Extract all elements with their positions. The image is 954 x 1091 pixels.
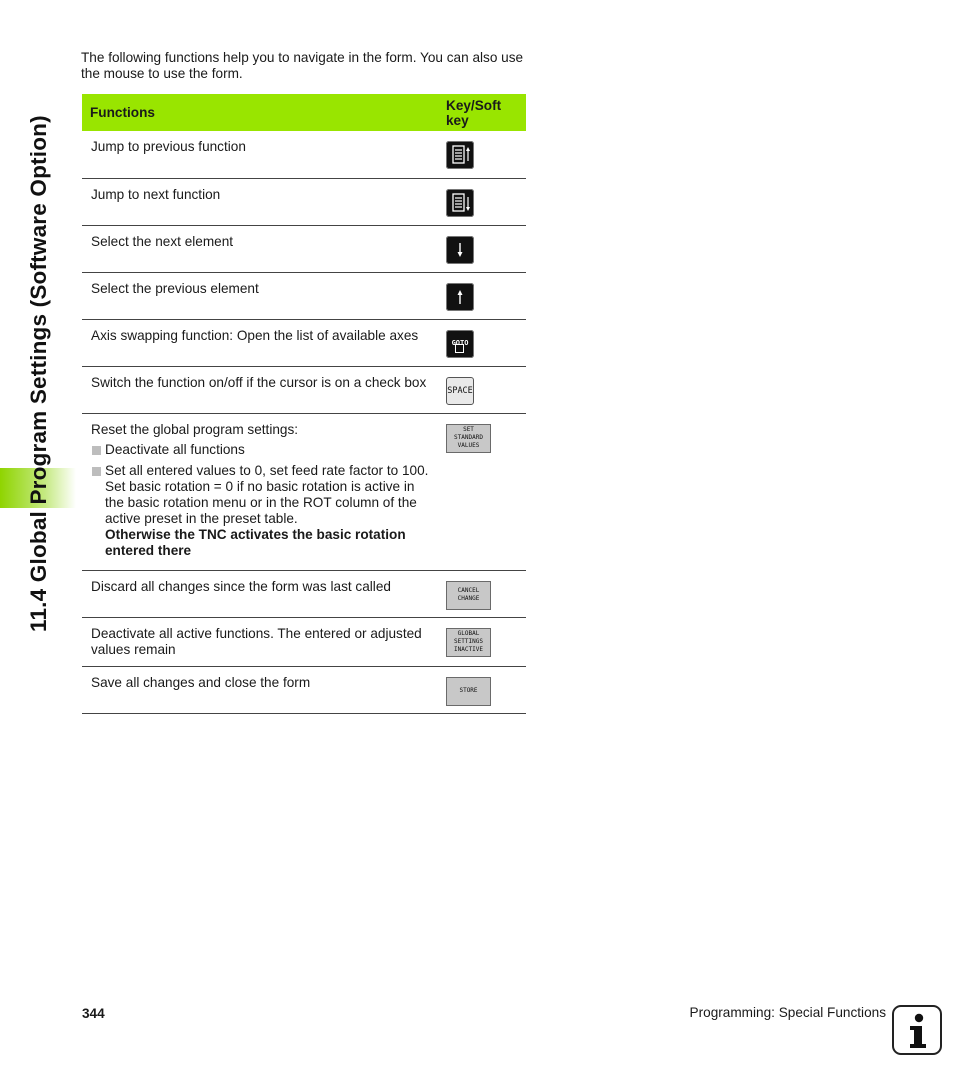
table-header [82, 94, 526, 131]
row-text: Select the previous element [82, 272, 439, 319]
row-text: Select the next element [82, 225, 439, 272]
goto-key[interactable] [446, 330, 474, 358]
table-row [82, 131, 526, 178]
list-item [91, 463, 431, 559]
bullet-text: Set all entered values to 0, set feed rate factor to 100. Set basic rotation = 0 if no basic rotation is active in the basic rotation menu or in the ROT column of the active preset in the preset table. [105, 462, 429, 526]
global-settings-inactive-softkey[interactable]: GLOBAL SETTINGS INACTIVE [446, 628, 491, 657]
goto-key-label: GOTO [451, 338, 469, 347]
row-text: Save all changes and close the form [82, 666, 439, 713]
table-row [82, 413, 526, 570]
table-row [82, 319, 526, 366]
bullet-bold-text: Otherwise the TNC activates the basic rotation entered there [105, 526, 406, 558]
row-text: Switch the function on/off if the cursor is on a check box [82, 366, 439, 413]
row-text: Jump to next function [82, 178, 439, 225]
table-row [82, 570, 526, 617]
space-key[interactable]: SPACE [446, 377, 474, 405]
info-icon [892, 1005, 942, 1055]
row-text: Deactivate all active functions. The entered or adjusted values remain [82, 617, 439, 666]
store-softkey[interactable]: STORE [446, 677, 491, 706]
row-text: Reset the global program settings: [91, 421, 299, 437]
chapter-title: 11.4 Global Program Settings (Software Option) [26, 115, 51, 632]
cancel-change-softkey[interactable]: CANCEL CHANGE [446, 581, 491, 610]
table-row [82, 617, 526, 666]
table-row [82, 272, 526, 319]
functions-table [82, 94, 526, 714]
arrow-up-key-icon[interactable] [446, 283, 474, 311]
intro-paragraph: The following functions help you to navigate in the form. You can also use the mouse to use the form. [81, 50, 524, 81]
bullet-square-icon [92, 446, 101, 455]
row-text: Axis swapping function: Open the list of available axes [82, 319, 439, 366]
arrow-down-key-icon[interactable] [446, 236, 474, 264]
list-item [91, 442, 431, 458]
set-standard-values-softkey[interactable]: SET STANDARD VALUES [446, 424, 491, 453]
next-function-key-icon[interactable] [446, 189, 474, 217]
bullet-text: Deactivate all functions [105, 441, 245, 457]
table-row [82, 178, 526, 225]
row-text: Discard all changes since the form was last called [82, 570, 439, 617]
table-row [82, 225, 526, 272]
header-functions: Functions [82, 94, 439, 131]
bullet-square-icon [92, 467, 101, 476]
footer-chapter: Programming: Special Functions [689, 1005, 886, 1020]
goto-square-icon [455, 344, 464, 353]
prev-function-key-icon[interactable] [446, 141, 474, 169]
page-number: 344 [82, 1006, 105, 1021]
table-row [82, 366, 526, 413]
header-key: Key/Soft key [439, 94, 526, 131]
table-row [82, 666, 526, 713]
row-text: Jump to previous function [82, 131, 439, 178]
